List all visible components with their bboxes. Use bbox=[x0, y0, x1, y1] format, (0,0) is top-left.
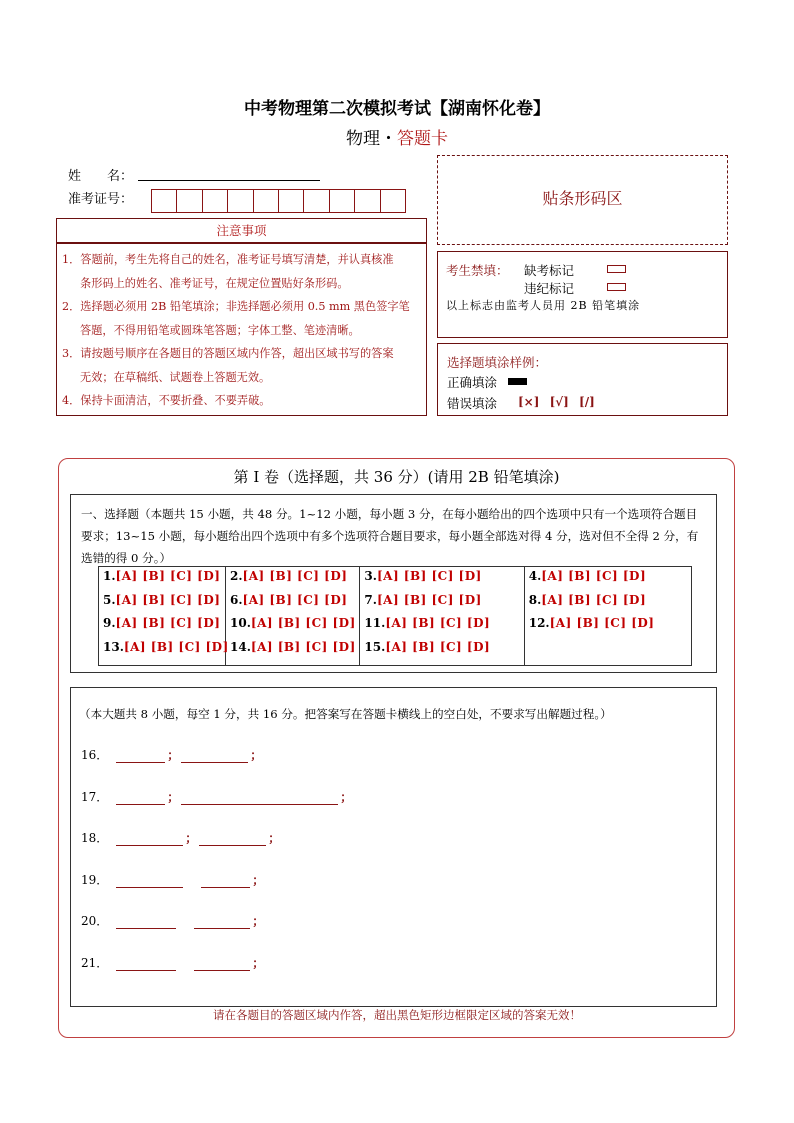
question-number: 12. bbox=[528, 616, 550, 630]
question-number: 7. bbox=[364, 592, 377, 607]
answer-options[interactable]: [A] [B] [C] [D] bbox=[115, 569, 221, 583]
answer-options[interactable]: [A] [B] [C] [D] bbox=[376, 569, 482, 583]
choice-instructions: 一、选择题（本题共 15 小题，共 48 分。1~12 小题，每小题 3 分，在每小题给出的四个选项中只有一个选项符合题目要求；13~15 小题，每小题给出四个选项中有多个选项符合题目要求，每小题全部选对得 4 分，选对但不全得 2 分，有选错的得 0 分。） bbox=[81, 507, 699, 565]
fill-question bbox=[81, 746, 262, 763]
question-row[interactable] bbox=[103, 616, 225, 640]
answer-blank[interactable] bbox=[194, 957, 250, 971]
bubble-column bbox=[226, 567, 360, 665]
exam-no-digit-box[interactable] bbox=[253, 189, 279, 213]
notice-line: 2．选择题必须用 2B 铅笔填涂；非选择题必须用 0.5 mm 黑色签字笔 bbox=[62, 300, 410, 313]
answer-blank[interactable] bbox=[194, 915, 250, 929]
question-number: 14. bbox=[230, 639, 251, 654]
answer-blank[interactable] bbox=[181, 749, 248, 763]
violation-label: 违纪标记 bbox=[524, 281, 575, 296]
violation-mark[interactable] bbox=[607, 283, 626, 291]
exam-no-digit-box[interactable] bbox=[278, 189, 304, 213]
question-number: 3. bbox=[364, 569, 377, 583]
answer-blank[interactable] bbox=[116, 957, 176, 971]
question-row[interactable] bbox=[103, 569, 225, 593]
bubble-column bbox=[360, 567, 524, 665]
answer-options[interactable]: [A] [B] [C] [D] bbox=[541, 592, 647, 607]
answer-options[interactable]: [A] [B] [C] [D] bbox=[541, 569, 647, 583]
answer-blank[interactable] bbox=[116, 874, 183, 888]
notice-line: 3．请按题号顺序在各题目的答题区域内作答，超出区域书写的答案 bbox=[62, 347, 394, 360]
part1-title: 第 I 卷（选择题，共 36 分）(请用 2B 铅笔填涂) bbox=[233, 468, 560, 486]
subtitle-prefix: 物理・ bbox=[346, 129, 397, 149]
fill-question bbox=[81, 912, 264, 929]
question-row[interactable] bbox=[230, 616, 359, 640]
exam-no-digit-box[interactable] bbox=[354, 189, 380, 213]
question-number: 11. bbox=[364, 616, 386, 630]
filled-mark-icon bbox=[508, 378, 527, 385]
question-row[interactable] bbox=[230, 593, 359, 617]
exam-no-digit-box[interactable] bbox=[202, 189, 228, 213]
forbid-label: 考生禁填： bbox=[446, 263, 509, 278]
sample-title: 选择题填涂样例： bbox=[447, 355, 548, 370]
absent-label: 缺考标记 bbox=[524, 263, 575, 278]
answer-options[interactable]: [A] [B] [C] [D] bbox=[242, 592, 348, 607]
question-number: 10. bbox=[230, 616, 251, 630]
notice-line: 无效；在草稿纸、试题卷上答题无效。 bbox=[80, 370, 271, 384]
name-label: 姓 名： bbox=[68, 169, 134, 184]
question-row[interactable] bbox=[529, 569, 691, 593]
answer-blank[interactable] bbox=[116, 749, 165, 763]
question-row[interactable] bbox=[364, 569, 523, 593]
footer-warning: 请在各题目的答题区域内作答，超出黑色矩形边框限定区域的答案无效！ bbox=[213, 1008, 581, 1022]
separator: ； bbox=[268, 831, 281, 845]
subtitle-suffix: 答题卡 bbox=[397, 129, 448, 149]
wrong-marks bbox=[518, 395, 595, 409]
question-number: 18． bbox=[81, 831, 109, 845]
question-number: 4. bbox=[528, 569, 542, 583]
answer-blank[interactable] bbox=[116, 915, 176, 929]
notice-line: 条形码上的姓名、准考证号，在规定位置贴好条形码。 bbox=[80, 276, 349, 290]
separator: ； bbox=[167, 789, 180, 804]
answer-blank[interactable] bbox=[116, 791, 165, 805]
answer-blank[interactable] bbox=[116, 832, 183, 846]
answer-options[interactable]: [A] [B] [C] [D] bbox=[549, 616, 655, 630]
fill-section bbox=[70, 687, 717, 1007]
question-number: 2. bbox=[230, 569, 243, 583]
question-number: 21． bbox=[81, 955, 109, 970]
absent-mark[interactable] bbox=[607, 265, 626, 273]
exam-no-digit-box[interactable] bbox=[329, 189, 355, 213]
question-number: 17． bbox=[81, 789, 109, 804]
question-row[interactable] bbox=[529, 593, 691, 617]
correct-label: 正确填涂 bbox=[447, 375, 498, 390]
question-row[interactable] bbox=[364, 640, 523, 664]
separator: ； bbox=[185, 831, 198, 845]
wrong-label: 错误填涂 bbox=[447, 396, 498, 411]
name-field[interactable] bbox=[138, 180, 320, 181]
question-row[interactable] bbox=[230, 569, 359, 593]
question-row[interactable] bbox=[103, 593, 225, 617]
question-number: 20． bbox=[81, 914, 109, 928]
question-number: 5. bbox=[103, 592, 116, 607]
fill-instructions: （本大题共 8 小题，每空 1 分，共 16 分。把答案写在答题卡横线上的空白处，不要求写出解题过程。） bbox=[79, 707, 612, 721]
notice-line: 4．保持卡面清洁，不要折叠、不要弄破。 bbox=[62, 394, 271, 407]
exam-no-boxes[interactable] bbox=[151, 189, 405, 213]
question-number: 19． bbox=[81, 872, 109, 887]
answer-options[interactable]: [A] [B] [C] [D] bbox=[376, 592, 482, 607]
page-title: 中考物理第二次模拟考试【湖南怀化卷】 bbox=[244, 99, 550, 119]
answer-options[interactable]: [A] [B] [C] [D] bbox=[250, 639, 356, 654]
question-row[interactable] bbox=[364, 593, 523, 617]
fill-question bbox=[81, 788, 352, 805]
sample-box bbox=[437, 343, 728, 416]
answer-options[interactable]: [A] [B] [C] [D] bbox=[250, 616, 356, 630]
wrong-mark: [/] bbox=[579, 395, 595, 409]
question-row[interactable] bbox=[529, 616, 691, 640]
exam-no-digit-box[interactable] bbox=[176, 189, 202, 213]
separator: ； bbox=[340, 789, 353, 804]
question-row[interactable] bbox=[364, 616, 523, 640]
exam-no-label: 准考证号： bbox=[68, 192, 134, 207]
answer-blank[interactable] bbox=[201, 874, 250, 888]
notice-line: 答题，不得用铅笔或圆珠笔答题；字体工整、笔迹清晰。 bbox=[80, 323, 360, 337]
question-row[interactable] bbox=[230, 640, 359, 664]
separator: ； bbox=[250, 748, 263, 762]
separator: ； bbox=[252, 955, 265, 970]
answer-options[interactable]: [A] [B] [C] [D] bbox=[385, 616, 491, 630]
bubble-grid bbox=[98, 566, 692, 666]
fill-question bbox=[81, 871, 264, 888]
bubble-column bbox=[525, 567, 691, 665]
question-number: 15. bbox=[364, 639, 386, 654]
question-number: 13. bbox=[103, 639, 124, 654]
separator: ； bbox=[252, 914, 265, 928]
answer-options[interactable]: [A] [B] [C] [D] bbox=[123, 639, 229, 654]
page-subtitle bbox=[0, 124, 794, 149]
notice-title: 注意事项 bbox=[56, 218, 427, 243]
fill-question bbox=[81, 954, 264, 971]
answer-options[interactable]: [A] [B] [C] [D] bbox=[115, 616, 221, 630]
wrong-mark: [×] bbox=[518, 395, 540, 409]
question-row[interactable] bbox=[103, 639, 229, 664]
question-number: 16． bbox=[81, 748, 109, 762]
notice-box bbox=[56, 243, 427, 416]
question-number: 9. bbox=[103, 616, 116, 630]
forbid-note: 以上标志由监考人员用 2B 铅笔填涂 bbox=[446, 299, 641, 312]
fill-question bbox=[81, 829, 280, 846]
exam-no-digit-box[interactable] bbox=[151, 189, 177, 213]
wrong-mark: [√] bbox=[549, 395, 569, 409]
separator: ； bbox=[252, 872, 265, 887]
forbid-box bbox=[437, 251, 728, 338]
notice-line: 1．答题前，考生先将自己的姓名，准考证号填写清楚，并认真核准 bbox=[62, 253, 394, 266]
question-number: 1. bbox=[103, 569, 116, 583]
answer-options[interactable]: [A] [B] [C] [D] bbox=[385, 639, 491, 654]
question-number: 6. bbox=[230, 592, 243, 607]
answer-blank[interactable] bbox=[181, 791, 338, 805]
bubble-column bbox=[99, 567, 229, 665]
question-number: 8. bbox=[528, 592, 542, 607]
answer-blank[interactable] bbox=[199, 832, 266, 846]
answer-options[interactable]: [A] [B] [C] [D] bbox=[242, 569, 348, 583]
barcode-area: 贴条形码区 bbox=[437, 155, 728, 245]
separator: ； bbox=[167, 748, 180, 762]
exam-no-digit-box[interactable] bbox=[380, 189, 406, 213]
exam-no-digit-box[interactable] bbox=[227, 189, 253, 213]
answer-options[interactable]: [A] [B] [C] [D] bbox=[115, 592, 221, 607]
exam-no-digit-box[interactable] bbox=[303, 189, 329, 213]
